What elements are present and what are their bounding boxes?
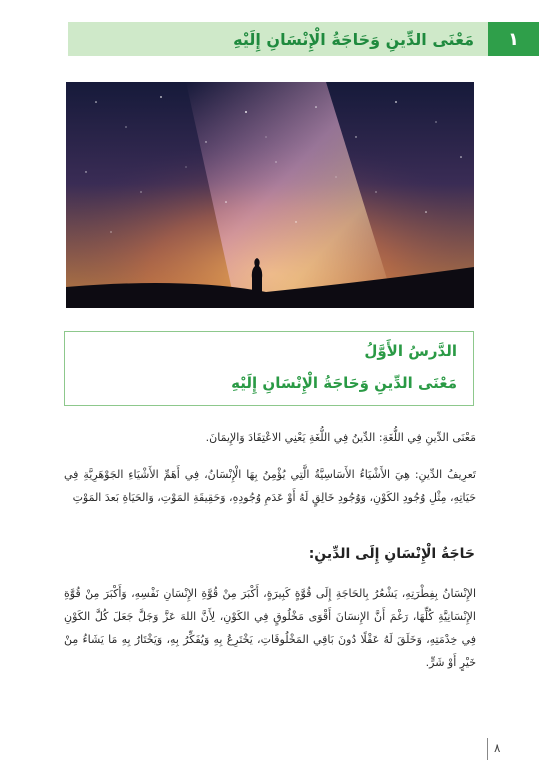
chapter-header-bar (68, 22, 488, 56)
page-number: ٨ (494, 741, 501, 755)
lesson-title: مَعْنَى الدِّينِ وَحَاجَةُ الْإِنْسَانِ إِلَيْهِ (231, 374, 457, 392)
hero-image-milky-way (66, 82, 474, 308)
paragraph-human-need: الإِنْسَانُ بِفِطْرَتِهِ، يَشْعُرُ بِالحَاجَةِ إِلَى قُوَّةٍ كَبِيرَةٍ، أَكْبَرَ مِنْ قُوَّةِ الإِنْسَانِ نَفْسِهِ، وَأَكْبَرَ مِنْ قُوَّةِ الإِنْسَانِيَّةِ كُلِّهَا، رَغْمَ أَنَّ الإِنسَانَ أَقْوَى مَخْلُوقٍ فِي الكَوْنِ، لِأَنَّ اللهَ عَزَّ وَجَلَّ جَعَلَ كُلَّ الكَوْنِ فِي خِدْمَتِهِ، وَخَلَقَ لَهُ عَقْلًا دُونَ بَاقِي المَخْلُوقَاتِ، يَخْتَرِعُ بِهِ وَيُفَكِّرُ بِهِ، وَيَخْتَارُ بِهِ مَا يَشَاءُ مِنْ خَيْرٍ أَوْ شَرٍّ. (64, 587, 476, 669)
lesson-title-box (64, 331, 474, 406)
chapter-number-badge: ١ (488, 22, 539, 56)
night-sky-illustration (66, 82, 474, 308)
paragraph-definition: تَعرِيفُ الدِّينِ: هِيَ الأَشْيَاءُ الأَسَاسِيَّةُ الَّتِي يُؤْمِنُ بِهَا الْإِنْسَانُ، فِي أَهَمِّ الأَشْيَاءِ الجَوْهَرِيَّةِ فِي حَيَاتِهِ، مِثْلِ وُجُودِ الكَوْنِ، وَوُجُودِ خَالِقٍ لَهُ أَوْ عَدَمِ وُجُودِهِ، وَحَقِيقَةِ المَوْتِ، وَالحَيَاةِ بَعدَ المَوْتِ (64, 468, 476, 504)
chapter-title: مَعْنَى الدِّينِ وَحَاجَةُ الْإِنْسَانِ إِلَيْهِ (233, 29, 474, 49)
page-number-divider (487, 738, 488, 760)
section-subheading: حَاجَةُ الْإِنْسَانِ إِلَى الدِّينِ: (308, 546, 475, 562)
lesson-label: الدَّرسُ الأَوَّلُ (364, 342, 457, 360)
paragraph-language-meaning: مَعْنَى الدِّينِ فِي اللُّغَةِ: الدِّينُ فِي اللُّغَةِ يَعْنِي الاعْتِقَادَ وَالإِيمَانَ. (205, 431, 476, 444)
